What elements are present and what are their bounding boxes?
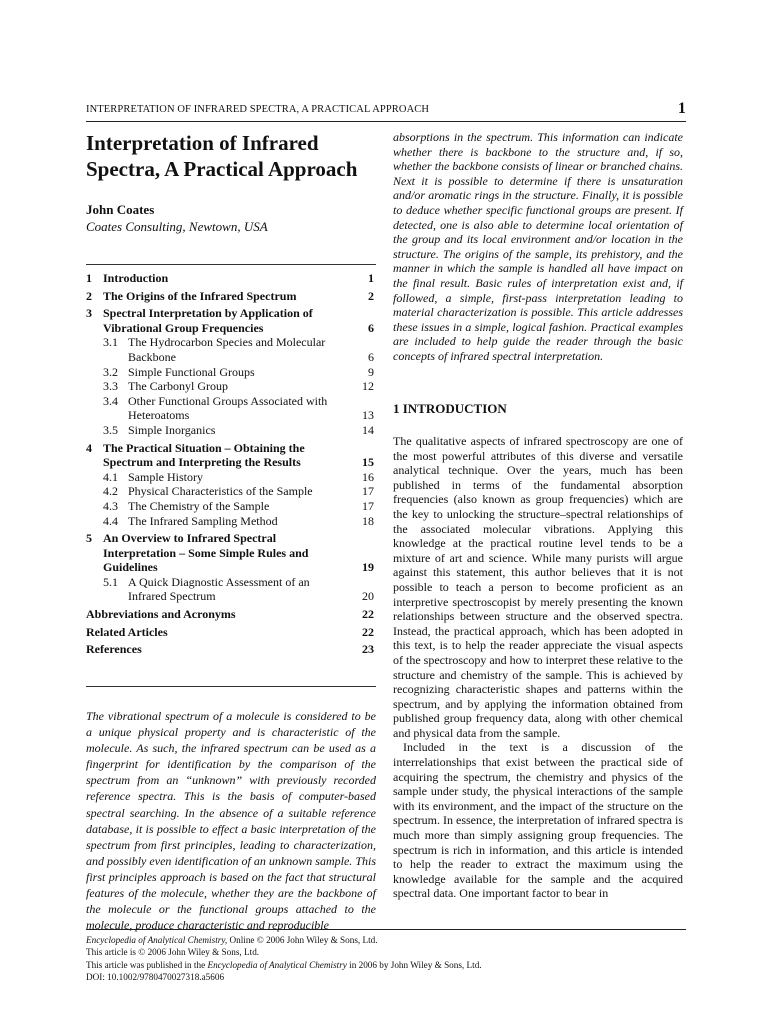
toc-entry-page: 20	[362, 589, 374, 604]
toc-entry-title: The Practical Situation – Obtaining the Spectrum and Interpreting the Results	[103, 440, 305, 470]
author-affiliation: Coates Consulting, Newtown, USA	[86, 219, 268, 234]
toc-entry-number: 3.5	[103, 422, 118, 437]
toc-entry-title: The Chemistry of the Sample	[128, 498, 270, 513]
toc-top-rule	[86, 264, 376, 265]
toc-entry-page: 17	[362, 498, 374, 513]
toc-entry-page: 22	[362, 624, 374, 639]
toc-entry-number: 4.4	[103, 513, 118, 528]
running-header	[86, 100, 686, 120]
toc-bottom-rule	[86, 686, 376, 687]
toc-entry-title: The Carbonyl Group	[128, 379, 228, 394]
footer-line-1	[86, 934, 686, 946]
toc-entry-page: 19	[362, 560, 374, 575]
toc-entry-title: References	[86, 642, 142, 657]
toc-entry-number: 4.2	[103, 484, 118, 499]
toc-entry-title: An Overview to Infrared Spectral Interpretation – Some Simple Rules and Guidelines	[103, 531, 309, 575]
toc-entry-page: 18	[362, 513, 374, 528]
toc-entry-title: Simple Inorganics	[128, 422, 216, 437]
toc-entry-page: 16	[362, 469, 374, 484]
toc-entry[interactable]	[86, 289, 376, 304]
footer-line-2: This article is © 2006 John Wiley & Sons, Ltd.	[86, 947, 260, 958]
toc-entry-page: 1	[368, 271, 374, 285]
abstract-part-2: absorptions in the spectrum. This information can indicate whether there is backbone to the structure and, if so, whether the backbone consists of linear or branched chains. Next it is possible to determine if there is unsaturation and/or aromatic rings in the structure. Finally, it is possible to deduce whether specific functional groups are present. If detected, one is also able to determine local orientation of the group and its local environment and/or location in the structure. The origins of the sample, its prehistory, and the manner in which the sample is handled all have impact on the final result. Basic rules of interpretation exist and, if followed, a simple, first-pass interpretation leading to material characterization is possible. This article addresses these issues in a simple, logical fashion. Practical examples are included to help guide the reader through the basic concepts of infrared spectral interpretation.	[393, 130, 683, 363]
toc-entry-page: 22	[362, 607, 374, 622]
footer-copyright-online: Online © 2006 John Wiley & Sons, Ltd.	[227, 935, 378, 945]
toc-entry-title: Sample History	[128, 469, 203, 484]
toc-entry[interactable]	[86, 379, 376, 394]
toc-entry-title: Abbreviations and Acronyms	[86, 607, 236, 622]
toc-entry[interactable]	[86, 642, 376, 657]
right-column	[393, 130, 683, 364]
introduction-paragraph-2: Included in the text is a discussion of the interrelationships that exist between the practical side of acquiring the spectrum, the chemistry and physics of the sample under study, the physical interactions of the sample with its environment, and the impact of the structure on the spectrum. In essence, the interpretation of infrared spectra is much more than simply assigning group frequencies. The spectrum is rich in information, and this article is intended to help the reader to extract the maximum using the knowledge available for the sample and the acquired spectral data. One important factor to bear in	[393, 740, 683, 901]
toc-entry-page: 2	[368, 288, 374, 303]
toc-entry-title: Physical Characteristics of the Sample	[128, 484, 313, 499]
toc-entry[interactable]	[86, 441, 376, 470]
header-rule	[86, 121, 686, 122]
footer-journal-name-2: Encyclopedia of Analytical Chemistry	[207, 959, 347, 970]
toc-entry-page: 6	[368, 349, 374, 364]
toc-entry[interactable]	[86, 625, 376, 640]
toc-entry-page: 9	[368, 364, 374, 379]
page-number: 1	[677, 100, 686, 117]
toc-entry-title: A Quick Diagnostic Assessment of an Infrared Spectrum	[128, 574, 310, 604]
footer-publisher: in 2006 by John Wiley & Sons, Ltd.	[346, 959, 482, 970]
toc-entry[interactable]	[86, 575, 376, 604]
toc-entry-title: Other Functional Groups Associated with Heteroatoms	[128, 393, 328, 423]
toc-entry-number: 5.1	[103, 574, 118, 589]
toc-entry[interactable]	[86, 271, 376, 286]
toc-entry-number: 1	[86, 271, 92, 285]
toc-entry[interactable]	[86, 470, 376, 485]
toc-entry-title: The Hydrocarbon Species and Molecular Backbone	[128, 335, 326, 364]
section-heading-introduction: 1 INTRODUCTION	[393, 401, 507, 416]
footer	[86, 934, 686, 984]
left-column-top	[86, 130, 376, 235]
toc-entry-title: Related Articles	[86, 624, 168, 639]
toc-entry-page: 23	[362, 642, 374, 657]
author-name: John Coates	[86, 202, 155, 217]
toc-entry-number: 3.2	[103, 364, 118, 379]
article-title: Interpretation of Infrared Spectra, A Practical Approach	[86, 131, 358, 181]
toc-entry-page: 14	[362, 422, 374, 437]
toc-entry-title: The Infrared Sampling Method	[128, 513, 278, 528]
toc-entry-page: 17	[362, 484, 374, 499]
toc-entry-title: Simple Functional Groups	[128, 364, 255, 379]
toc-entry-title: Spectral Interpretation by Application of Vibrational Group Frequencies	[103, 306, 313, 335]
footer-line-3	[86, 959, 686, 971]
toc-entry[interactable]	[86, 499, 376, 514]
toc-entry-number: 2	[86, 288, 92, 303]
toc-entry-number: 5	[86, 531, 92, 546]
toc-entry-number: 4.1	[103, 469, 118, 484]
toc-entry[interactable]	[86, 365, 376, 380]
toc-entry-number: 3	[86, 306, 92, 321]
toc-entry[interactable]	[86, 607, 376, 622]
toc-entry-number: 3.4	[103, 393, 118, 408]
toc-entry-number: 3.1	[103, 335, 118, 350]
toc-entry-page: 6	[368, 320, 374, 335]
toc-entry[interactable]	[86, 335, 376, 364]
footer-journal-name: Encyclopedia of Analytical Chemistry,	[86, 935, 228, 945]
table-of-contents	[86, 268, 376, 657]
introduction-body	[393, 434, 683, 901]
toc-entry-title: The Origins of the Infrared Spectrum	[103, 288, 297, 303]
toc-entry[interactable]	[86, 306, 376, 335]
toc-entry-title: Introduction	[103, 271, 169, 285]
footer-doi: DOI: 10.1002/9780470027318.a5606	[86, 972, 225, 983]
toc-entry[interactable]	[86, 514, 376, 529]
toc-entry-page: 13	[362, 408, 374, 423]
footer-rule	[86, 929, 686, 930]
toc-entry-number: 3.3	[103, 379, 118, 394]
toc-entry-number: 4.3	[103, 498, 118, 513]
introduction-paragraph-1: The qualitative aspects of infrared spectroscopy are one of the most powerful attributes of this diverse and versatile analytical technique. Over the years, much has been published in terms of the fundamental absorption frequencies (also known as group frequencies) which are the key to unlocking the structure–spectral relationships of the associated molecular vibrations. Applying this knowledge at the practical routine level tends to be a mixture of art and science. While many purists will argue against this statement, this author believes that it is not possible to teach a person to become proficient as an interpretive spectroscopist by merely presenting the known relationships between structure and the observed spectra. Instead, the practical approach, which has been adopted in this text, is to help the reader appreciate the visual aspects of the spectroscopy and how to interpret these relative to the structure and chemistry of the sample. This is achieved by recognizing characteristic shapes and patterns within the spectrum, and by applying the information obtained from published group frequency data, along with other chemical and physical data from the sample.	[393, 434, 683, 740]
toc-entry[interactable]	[86, 394, 376, 423]
toc-entry[interactable]	[86, 484, 376, 499]
running-title: INTERPRETATION OF INFRARED SPECTRA, A PRACTICAL APPROACH	[86, 104, 430, 115]
toc-entry-page: 12	[362, 379, 374, 394]
abstract-part-1: The vibrational spectrum of a molecule is considered to be a unique physical property and is characteristic of the molecule. As such, the infrared spectrum can be used as a fingerprint for identification by the comparison of the spectrum from an “unknown” with previously recorded reference spectra. This is the basis of computer-based spectral searching. In the absence of a suitable reference database, it is possible to effect a basic interpretation of the spectrum from first principles, leading to characterization, and possibly even identification of an unknown sample. This first principles approach is based on the fact that structural features of the molecule, whether they are the backbone of the molecule or the functional groups attached to the molecule, produce characteristic and reproducible	[86, 709, 376, 933]
toc-entry[interactable]	[86, 423, 376, 438]
footer-published-in: This article was published in the	[86, 959, 208, 970]
toc-entry-number: 4	[86, 440, 92, 455]
toc-entry[interactable]	[86, 531, 376, 575]
toc-entry-page: 15	[362, 455, 374, 470]
